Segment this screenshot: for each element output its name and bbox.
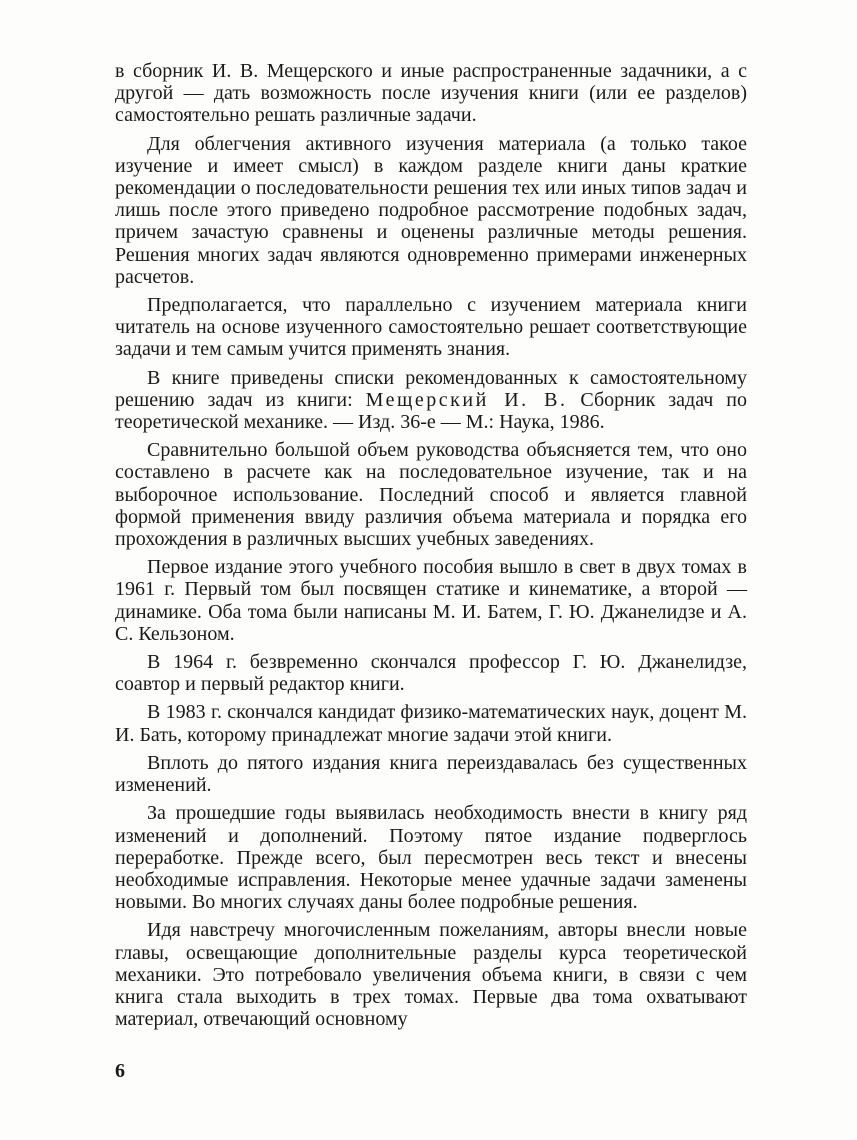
paragraph-new-chapters: Идя навстречу многочисленным пожеланиям, авторы внесли новые главы, освещающие дополнительные разделы курса теоретической механики. Это потребовало увеличения объема книги, в связи с чем книга стала выходить в трех томах. Первые два тома охватывают материал, отвечающий основному [115,919,747,1031]
paragraph-recommended-list [115,367,747,434]
paragraph-1983: В 1983 г. скончался кандидат физико-математических наук, доцент М. И. Бать, которому принадлежат многие задачи этой книги. [115,701,747,746]
paragraph-first-edition: Первое издание этого учебного пособия вышло в свет в двух томах в 1961 г. Первый том был посвящен статике и кинематике, а второй — динамике. Оба тома были написаны М. И. Батем, Г. Ю. Джанелидзе и А. С. Кельзоном. [115,556,747,645]
page-number: 6 [115,1060,125,1082]
reference-lead-text: В книге приведены списки рекомендованных к самостоятельному решению задач из книги: [115,366,747,411]
paragraph-volume-explanation: Сравнительно большой объем руководства объясняется тем, что оно составлено в расчете как на последовательное изучение, так и на выборочное использование. Последний способ и является главной формой применения ввиду различия объема материала и порядка его прохождения в различных высших учебных заведениях. [115,439,747,551]
reference-title: Сборник задач по теоретической механике. — Изд. 36-е — М.: Наука, 1986. [115,388,747,434]
paragraph-1964: В 1964 г. безвременно скончался профессор Г. Ю. Джанелидзе, соавтор и первый редактор книги. [115,651,747,696]
paragraph-active-study: Для облегчения активного изучения материала (а только такое изучение и имеет смысл) в каждом разделе книги даны краткие рекомендации о последовательности решения тех или иных типов задач и лишь после этого приведено подробное рассмотрение подобных задач, причем зачастую сравнены и оценены различные методы решения. Решения многих задач являются одновременно примерами инженерных расчетов. [115,132,747,288]
body-text [115,60,747,1036]
paragraph-reprints: Вплоть до пятого издания книга переиздавалась без существенных изменений. [115,751,747,797]
reference-author: Мещерский И. В. [365,388,568,411]
paragraph-revisions: За прошедшие годы выявилась необходимость внести в книгу ряд изменений и дополнений. Поэтому пятое издание подверглось переработке. Прежде всего, был пересмотрен весь текст и внесены необходимые исправления. Некоторые менее удачные задачи заменены новыми. Во многих случаях даны более подробные решения. [115,802,747,914]
paragraph-continuation: в сборник И. В. Мещерского и иные распространенные задачники, а с другой — дать возможность после изучения книги (или ее разделов) самостоятельно решать различные задачи. [115,60,747,127]
paragraph-parallel-study: Предполагается, что параллельно с изучением материала книги читатель на основе изученного самостоятельно решает соответствующие задачи и тем самым учится применять знания. [115,294,747,361]
